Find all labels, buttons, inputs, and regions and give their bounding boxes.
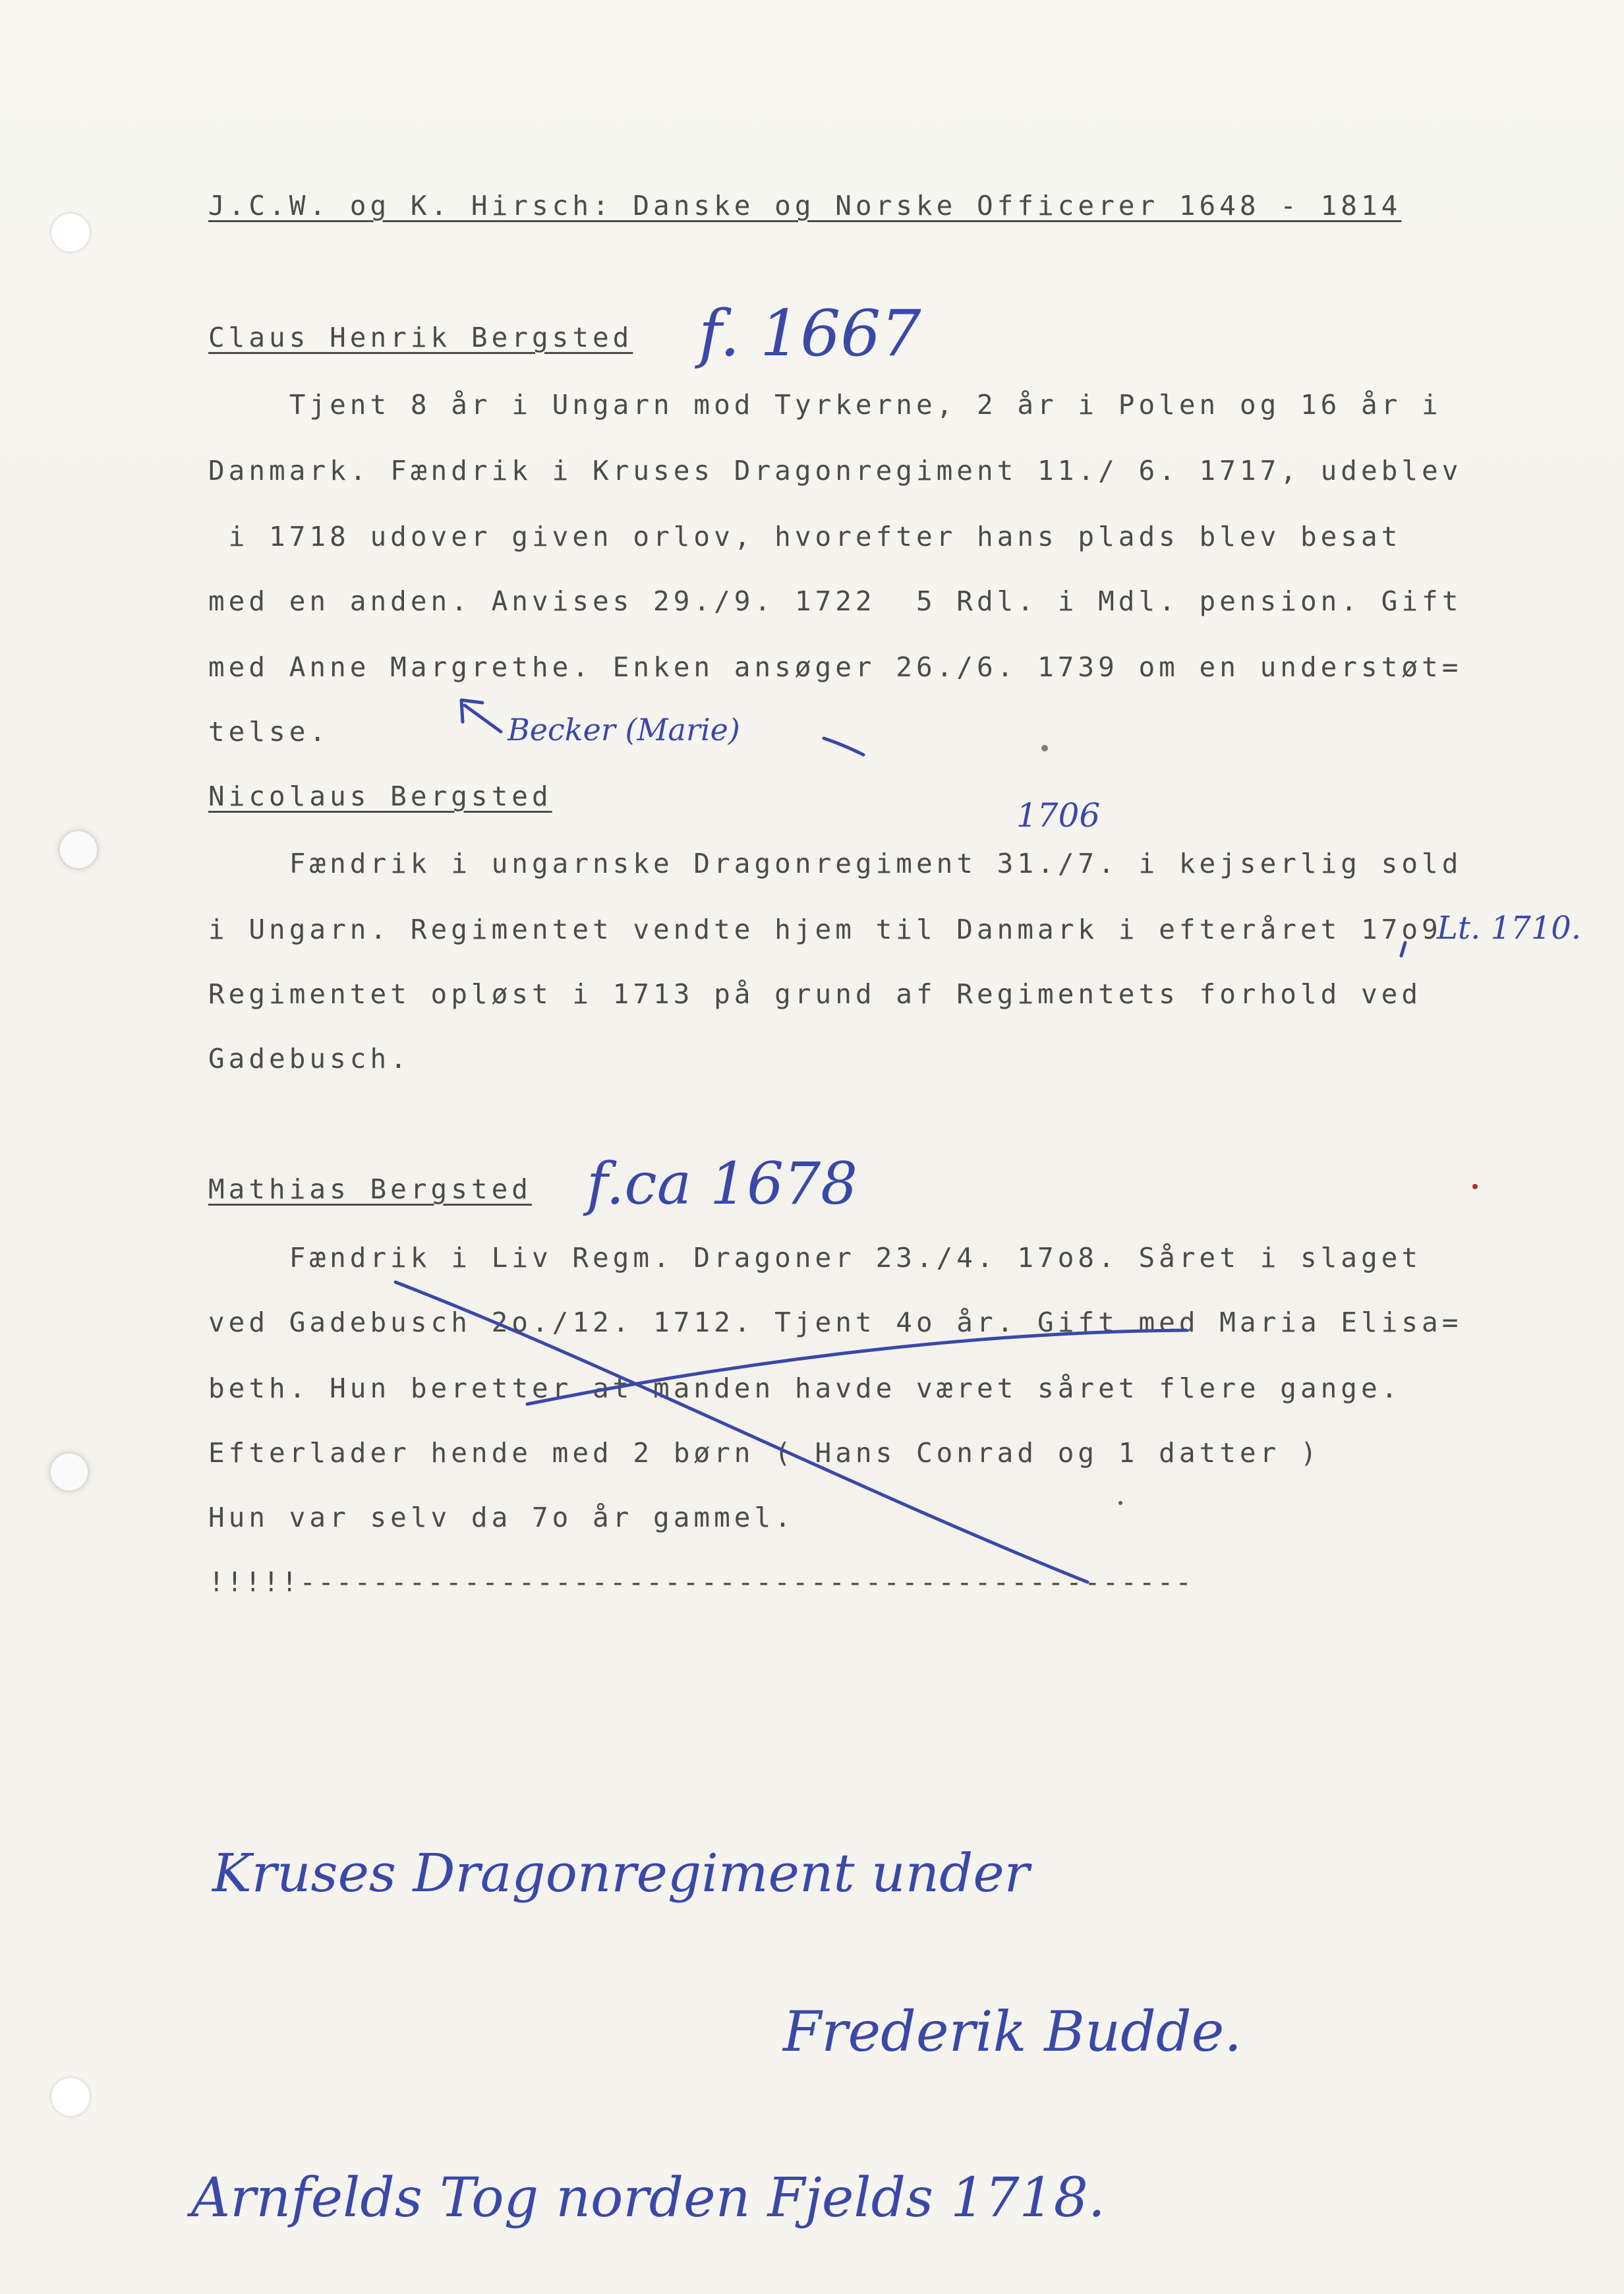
cross-out-stroke: [395, 1282, 1088, 1582]
handwritten-margin-note: Lt. 1710.: [1437, 910, 1582, 947]
entry-text-line: Danmark. Fændrik i Kruses Dragonregiment 11./ 6. 1717, udeblev: [208, 455, 1463, 486]
ink-dot: [1041, 745, 1048, 751]
separator-line: !!!!!-------------------------------------------------: [208, 1566, 1194, 1598]
entry-name: Claus Henrik Bergsted: [208, 322, 633, 353]
ink-dot: [1118, 1501, 1122, 1505]
entry-text-line: med Anne Margrethe. Enken ansøger 26./6. 1739 om en understøt=: [208, 651, 1463, 683]
flourish-stroke: [824, 738, 863, 755]
entry-text-line: Regimentet opløst i 1713 på grund af Regimentets forhold ved: [208, 978, 1422, 1010]
comma-mark: [1401, 943, 1405, 956]
entry-text-line: Fændrik i ungarnske Dragonregiment 31./7. i kejserlig sold: [208, 848, 1463, 879]
document-heading: J.C.W. og K. Hirsch: Danske og Norske Officerer 1648 - 1814: [208, 190, 1402, 221]
entry-text-line: beth. Hun beretter at manden havde været såret flere gange.: [208, 1372, 1402, 1404]
cross-out-stroke: [527, 1330, 1186, 1404]
entry-text-line: Hun var selv da 7o år gammel.: [208, 1502, 795, 1533]
arrow-stroke: [465, 705, 501, 732]
entry-name: Nicolaus Bergsted: [208, 780, 552, 812]
entry-text-line: i Ungarn. Regimentet vendte hjem til Danmark i efteråret 17o9: [208, 914, 1442, 945]
entry-text-line: ved Gadebusch 2o./12. 1712. Tjent 4o år. Gift med Maria Elisa=: [208, 1307, 1463, 1338]
entry-text-line: Tjent 8 år i Ungarn mod Tyrkerne, 2 år i Polen og 16 år i: [208, 389, 1442, 421]
ink-dot: [1472, 1184, 1478, 1189]
handwritten-birth-note: f. 1667: [699, 297, 921, 370]
handwritten-footer-line: Kruses Dragonregiment under: [212, 1842, 1030, 1904]
handwritten-margin-note: Becker (Marie): [508, 712, 740, 748]
handwritten-birth-note: f.ca 1678: [587, 1150, 858, 1218]
entry-text-line: Fændrik i Liv Regm. Dragoner 23./4. 17o8. Såret i slaget: [208, 1242, 1422, 1274]
entry-text-line: i 1718 udover given orlov, hvorefter hans plads blev besat: [208, 521, 1402, 552]
entry-text-line: telse.: [208, 716, 330, 748]
entry-text-line: med en anden. Anvises 29./9. 1722 5 Rdl. i Mdl. pension. Gift: [208, 585, 1463, 617]
entry-text-line: Gadebusch.: [208, 1043, 411, 1074]
handwritten-footer-line: Frederik Budde.: [783, 1999, 1242, 2064]
handwritten-footer-line: Arnfelds Tog norden Fjelds 1718.: [191, 2167, 1105, 2229]
handwritten-year-note: 1706: [1016, 796, 1101, 835]
entry-text-line: Efterlader hende med 2 børn ( Hans Conrad og 1 datter ): [208, 1437, 1321, 1469]
entry-name: Mathias Bergsted: [208, 1173, 532, 1205]
